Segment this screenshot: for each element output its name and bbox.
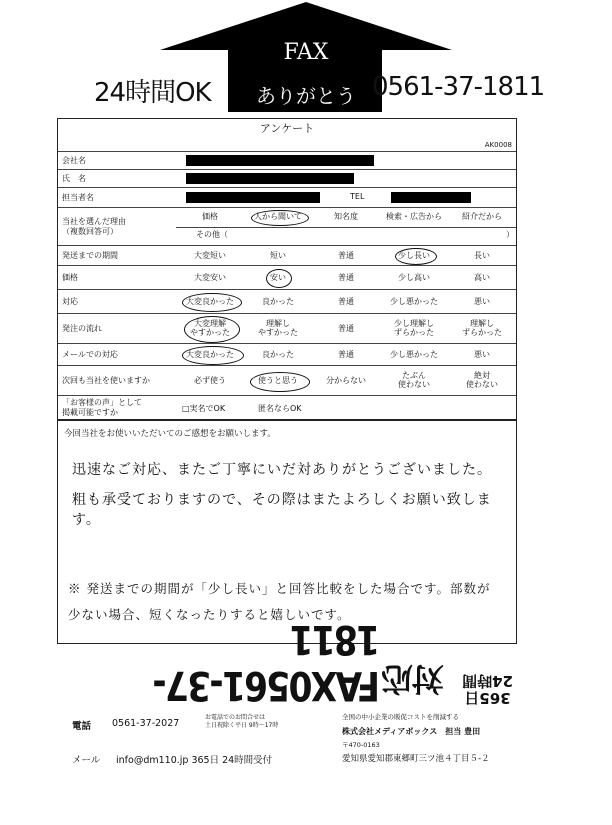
reason-row <box>58 207 516 246</box>
form-code: AK0008 <box>484 141 512 149</box>
reason-option[interactable]: 知名度 <box>334 212 358 222</box>
reason-options <box>176 208 516 228</box>
rating-option[interactable]: 少し高い <box>398 272 430 282</box>
rating-option[interactable]: 少し悪かった <box>390 349 438 359</box>
rating-label: 価格 <box>62 273 78 283</box>
publish-row <box>58 395 516 420</box>
redacted-name <box>186 173 354 184</box>
reason-option[interactable]: 紹介だから <box>462 212 502 222</box>
footer-tel: 0561-37-2027 <box>112 718 180 729</box>
footer-company: 株式会社メディアボックス 担当 豊田 <box>342 727 481 736</box>
reason-label: 当社を選んだ理由 （複数回答可） <box>62 217 126 236</box>
rating-option[interactable]: 普通 <box>338 272 354 282</box>
rating-option[interactable]: 安い <box>270 272 286 282</box>
selection-circle <box>184 316 240 343</box>
reason-option[interactable]: 人から聞いて <box>254 212 302 222</box>
rating-option[interactable]: 大変良かった <box>186 296 234 306</box>
rating-label: 次回も当社を使いますか <box>62 376 150 386</box>
reason-other-close: ） <box>506 230 514 239</box>
footer-address: 愛知県愛知郡東郷町三ツ池４丁目５-２ <box>342 754 490 764</box>
rating-label: メールでの対応 <box>62 350 118 360</box>
footer-company-note: 全国の中小企業の販促コストを削減する <box>342 713 459 721</box>
rating-row <box>58 365 516 396</box>
survey-form <box>57 118 517 420</box>
publish-option[interactable]: 匿名ならOK <box>258 404 302 413</box>
selection-circle <box>266 269 292 288</box>
footer-mail: info@dm110.jp 365日 24時間受付 <box>116 755 273 766</box>
rating-option[interactable]: 必ず使う <box>194 375 226 385</box>
rating-option[interactable]: 理解し ずらかった <box>462 319 502 337</box>
rating-option[interactable]: 良かった <box>262 296 294 306</box>
rating-row <box>58 289 516 314</box>
rating-row <box>58 313 516 344</box>
comment-line: 迅速なご対応、またご丁寧にいだ対ありがとうございました。 <box>72 462 492 478</box>
contact-label: 担当者名 <box>62 193 94 203</box>
comment-line: ※ 発送までの期間が「少し長い」と回答比較をした場合です。部数が <box>68 581 491 596</box>
contact-row <box>58 187 516 208</box>
rating-row <box>58 245 516 266</box>
hours-ok: 24時間OK <box>94 78 211 108</box>
rating-option[interactable]: 短い <box>270 250 286 260</box>
rating-option[interactable]: 大変理解 やすかった <box>190 319 230 337</box>
banner-taiou: 対応 <box>381 660 444 698</box>
selection-circle <box>250 372 310 392</box>
rating-row <box>58 343 516 366</box>
comment-prompt: 今回当社をお使いいただいてのご感想をお願いします。 <box>64 429 276 439</box>
rating-option[interactable]: 悪い <box>474 349 490 359</box>
rating-option[interactable]: 絶対 使わない <box>466 371 498 389</box>
name-row <box>58 169 516 188</box>
rating-option[interactable]: 大変良かった <box>186 349 234 359</box>
rating-label: 発送までの期間 <box>62 251 118 261</box>
company-label: 会社名 <box>62 156 86 166</box>
rating-option[interactable]: 普通 <box>338 250 354 260</box>
rating-label: 発注の流れ <box>62 324 102 334</box>
rating-option[interactable]: 理解し やすかった <box>258 319 298 337</box>
banner-365: 365日 <box>464 689 511 707</box>
form-title: アンケート <box>259 122 315 135</box>
comment-line: 粗も承受ておりますので、その際はまたよろしくお願い致します。 <box>72 492 492 528</box>
rating-option[interactable]: 少し長い <box>398 250 430 260</box>
selection-circle <box>182 293 242 312</box>
rating-option[interactable]: 良かった <box>262 349 294 359</box>
footer-mail-label: メール <box>72 755 101 766</box>
rating-option[interactable]: 少し理解し ずらかった <box>394 319 434 337</box>
rating-option[interactable]: 悪い <box>474 296 490 306</box>
rating-option[interactable]: 少し悪かった <box>390 296 438 306</box>
selection-circle <box>251 210 309 226</box>
banner-24h: 24時間 <box>462 672 513 691</box>
comment-line: 少ない場合、短くなったりすると嬉しいです。 <box>68 607 351 622</box>
reason-other: その他（ <box>196 230 228 239</box>
footer-postal: 〒470-0163 <box>342 741 380 749</box>
publish-option[interactable]: □実名でOK <box>182 404 226 413</box>
publish-label: 「お客様の声」として 掲載可能ですか <box>62 398 142 417</box>
rating-option[interactable]: 普通 <box>338 296 354 306</box>
rating-option[interactable]: 大変安い <box>194 272 226 282</box>
rating-option[interactable]: たぶん 使わない <box>398 371 430 389</box>
rating-label: 対応 <box>62 297 78 307</box>
footer-tel-note: お電話でのお問合せは 土日祝除く平日 9時～17時 <box>205 714 279 729</box>
redacted-tel <box>391 192 471 203</box>
rating-option[interactable]: 普通 <box>338 349 354 359</box>
reason-option[interactable]: 価格 <box>202 212 218 222</box>
redacted-company <box>186 155 374 166</box>
rating-option[interactable]: 長い <box>474 250 490 260</box>
banner-fax: FAX0561-37-1811 <box>154 616 380 708</box>
upside-down-banner <box>60 616 530 708</box>
comment-box <box>57 420 517 644</box>
rating-row <box>58 265 516 290</box>
footer-tel-label: 電話 <box>72 721 92 732</box>
thanks-text: ありがとう <box>256 84 356 108</box>
rating-option[interactable]: 普通 <box>338 323 354 333</box>
name-label: 氏 名 <box>62 174 86 184</box>
reason-option[interactable]: 検索・広告から <box>386 212 442 222</box>
tel-label: TEL <box>350 192 365 201</box>
rating-option[interactable]: 使うと思う <box>258 375 298 385</box>
rating-option[interactable]: 分からない <box>326 375 366 385</box>
redacted-contact <box>186 192 320 203</box>
selection-circle <box>395 248 437 265</box>
header-fax-number: 0561-37-1811 <box>372 72 545 102</box>
rating-option[interactable]: 高い <box>474 272 490 282</box>
company-row <box>58 151 516 170</box>
rating-option[interactable]: 大変短い <box>194 250 226 260</box>
selection-circle <box>182 346 244 365</box>
fax-label: FAX <box>283 40 329 65</box>
banner-line <box>445 673 530 706</box>
